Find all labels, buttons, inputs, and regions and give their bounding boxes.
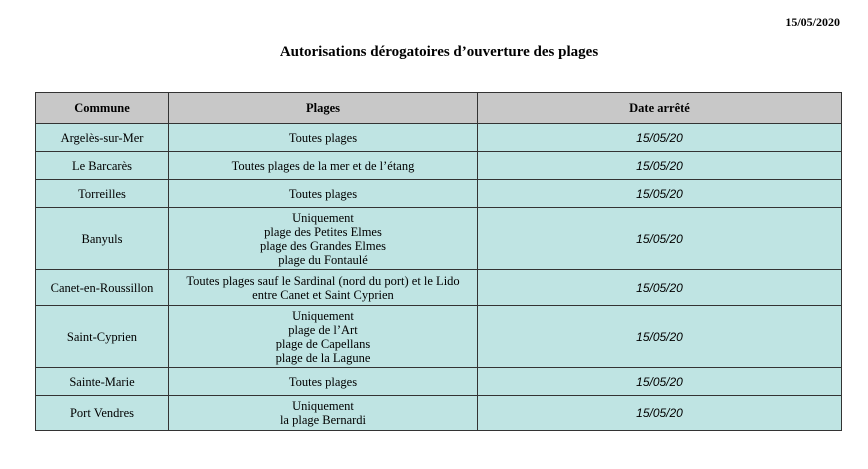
table-row bbox=[36, 270, 842, 306]
table-row bbox=[36, 396, 842, 431]
plages-line: Uniquement bbox=[292, 210, 354, 225]
commune-cell: Port Vendres bbox=[36, 396, 169, 431]
plages-line: plage de l’Art bbox=[288, 322, 358, 337]
table-row bbox=[36, 180, 842, 208]
plages-cell bbox=[169, 306, 478, 368]
plages-line: Toutes plages sauf le Sardinal (nord du port) et le Lido bbox=[186, 273, 460, 288]
date-arrete-cell: 15/05/20 bbox=[478, 180, 842, 208]
beach-authorizations-table bbox=[35, 92, 842, 431]
plages-cell bbox=[169, 396, 478, 431]
header-plages: Plages bbox=[169, 93, 478, 124]
table-body bbox=[36, 124, 842, 431]
plages-line: Uniquement bbox=[292, 308, 354, 323]
plages-line: Toutes plages bbox=[288, 186, 358, 201]
table-row bbox=[36, 124, 842, 152]
commune-cell: Sainte-Marie bbox=[36, 368, 169, 396]
plages-line: plage du Fontaulé bbox=[278, 252, 368, 267]
commune-cell: Le Barcarès bbox=[36, 152, 169, 180]
table-row bbox=[36, 152, 842, 180]
date-arrete-cell: 15/05/20 bbox=[478, 368, 842, 396]
plages-cell bbox=[169, 368, 478, 396]
plages-cell bbox=[169, 180, 478, 208]
plages-line: la plage Bernardi bbox=[279, 413, 367, 427]
plages-cell bbox=[169, 270, 478, 306]
date-arrete-cell: 15/05/20 bbox=[478, 208, 842, 270]
commune-cell: Torreilles bbox=[36, 180, 169, 208]
commune-cell: Canet-en-Roussillon bbox=[36, 270, 169, 306]
header-date-arrete: Date arrêté bbox=[478, 93, 842, 124]
table-header-row bbox=[36, 93, 842, 124]
date-arrete-cell: 15/05/20 bbox=[478, 270, 842, 306]
plages-line: plage de Capellans bbox=[275, 336, 371, 351]
date-arrete-cell: 15/05/20 bbox=[478, 306, 842, 368]
date-arrete-cell: 15/05/20 bbox=[478, 152, 842, 180]
plages-line: plage de la Lagune bbox=[275, 350, 371, 365]
commune-cell: Banyuls bbox=[36, 208, 169, 270]
plages-line: Toutes plages de la mer et de l’étang bbox=[231, 158, 415, 173]
date-arrete-cell: 15/05/20 bbox=[478, 396, 842, 431]
table-row bbox=[36, 306, 842, 368]
plages-line: Toutes plages bbox=[288, 130, 358, 145]
plages-cell bbox=[169, 152, 478, 180]
plages-line: plage des Grandes Elmes bbox=[259, 238, 386, 253]
plages-line: entre Canet et Saint Cyprien bbox=[252, 287, 394, 302]
table-row bbox=[36, 208, 842, 270]
date-arrete-cell: 15/05/20 bbox=[478, 124, 842, 152]
plages-line: Uniquement bbox=[292, 399, 354, 413]
header-commune: Commune bbox=[36, 93, 169, 124]
commune-cell: Argelès-sur-Mer bbox=[36, 124, 169, 152]
table-row bbox=[36, 368, 842, 396]
commune-cell: Saint-Cyprien bbox=[36, 306, 169, 368]
plages-cell bbox=[169, 208, 478, 270]
document-title: Autorisations dérogatoires d’ouverture des plages bbox=[279, 44, 599, 60]
plages-line: Toutes plages bbox=[288, 374, 358, 389]
plages-line: plage des Petites Elmes bbox=[264, 224, 382, 239]
plages-cell bbox=[169, 124, 478, 152]
document-date: 15/05/2020 bbox=[785, 15, 840, 29]
